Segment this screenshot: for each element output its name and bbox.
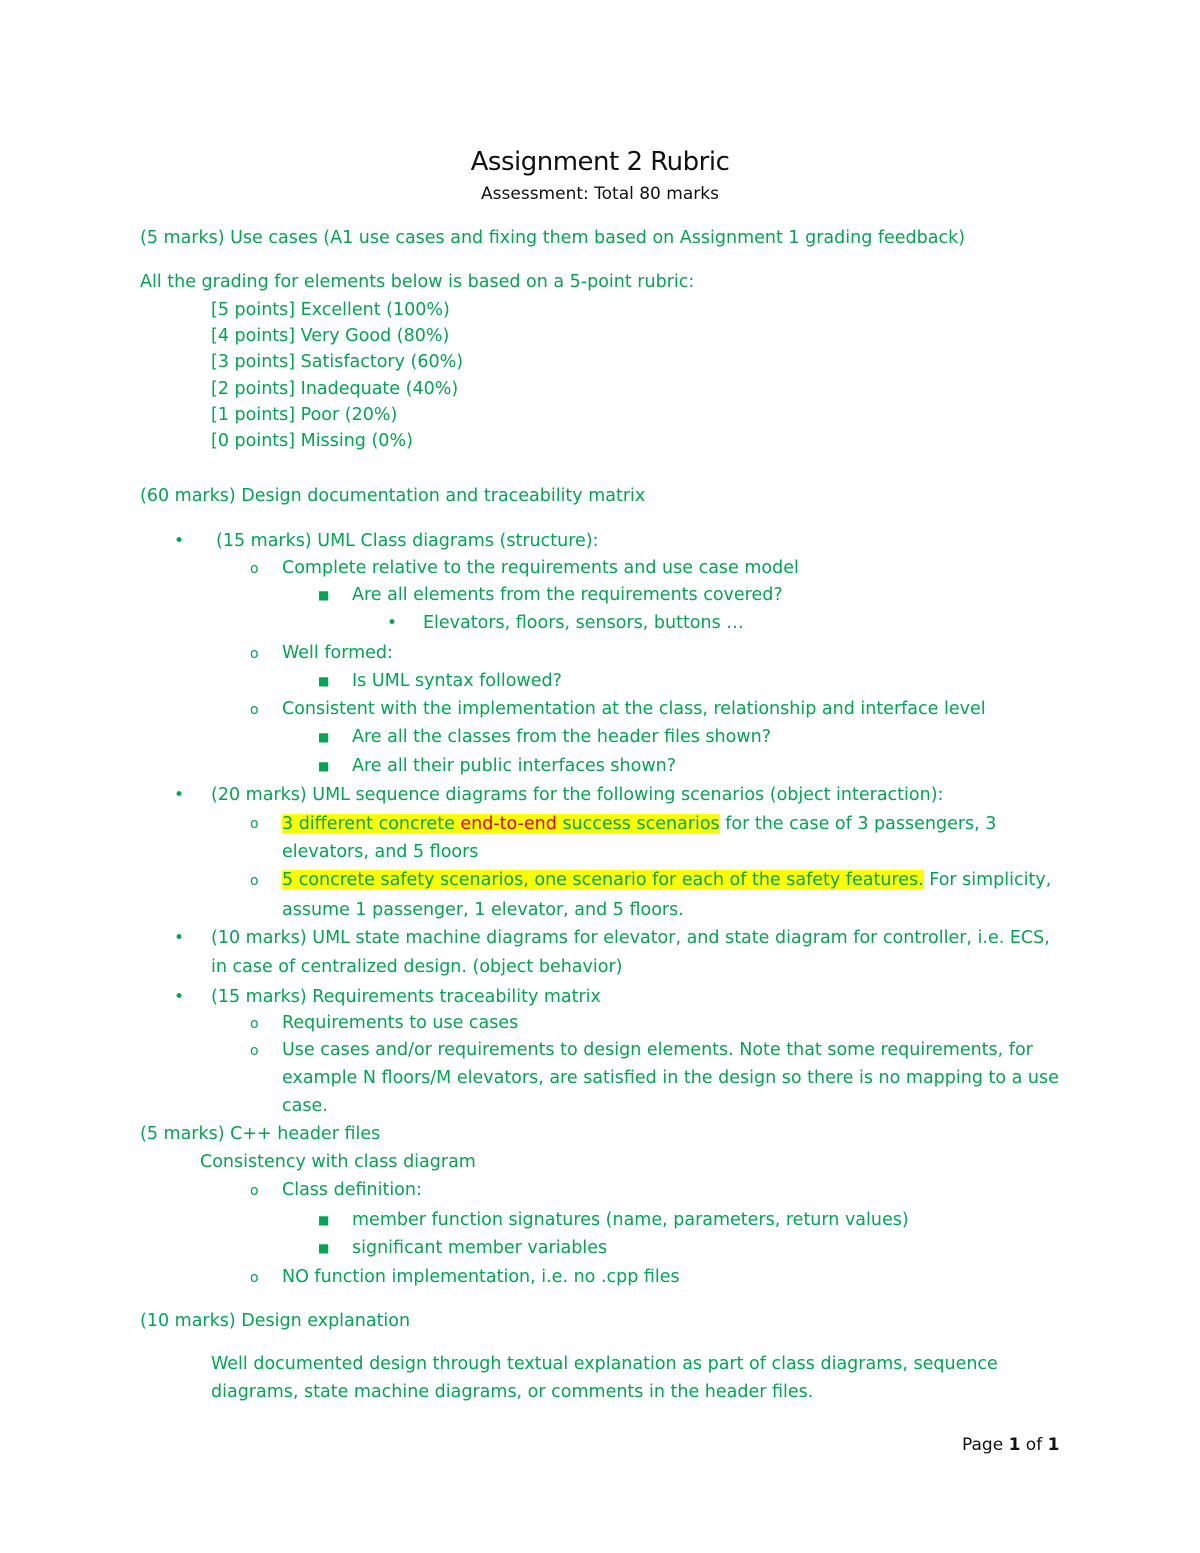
header-no-implementation: NO function implementation, i.e. no .cpp files <box>282 1267 680 1287</box>
disc-bullet-icon: • <box>174 785 185 805</box>
disc-bullet-icon: • <box>174 987 185 1007</box>
doc-title: Assignment 2 Rubric <box>470 147 730 177</box>
circle-bullet-icon: o <box>250 646 259 662</box>
state-diagrams-line-2: in case of centralized design. (object behavior) <box>211 957 623 977</box>
highlighted-text: 3 different concrete <box>282 814 461 834</box>
scenario-2-rest: For simplicity, <box>923 870 1052 890</box>
highlighted-text: success scenarios <box>556 814 720 834</box>
sequence-scenario-2-cont: assume 1 passenger, 1 elevator, and 5 floors. <box>282 900 684 920</box>
trace-req-to-uc: Requirements to use cases <box>282 1013 519 1033</box>
rubric-level-0: [0 points] Missing (0%) <box>211 431 413 451</box>
circle-bullet-icon: o <box>250 1016 259 1032</box>
scenario-1-rest: for the case of 3 passengers, 3 <box>719 814 997 834</box>
class-syntax: Is UML syntax followed? <box>352 671 562 691</box>
sequence-scenario-1 <box>282 813 996 835</box>
disc-bullet-icon: • <box>387 613 398 633</box>
rubric-level-3: [3 points] Satisfactory (60%) <box>211 352 464 372</box>
circle-bullet-icon: o <box>250 1183 259 1199</box>
rubric-level-4: [4 points] Very Good (80%) <box>211 326 450 346</box>
header-signatures: member function signatures (name, parameters, return values) <box>352 1210 909 1230</box>
square-bullet-icon: ■ <box>318 1241 330 1255</box>
trace-uc-to-design-2: example N floors/M elevators, are satisfied in the design so there is no mapping to a use <box>282 1068 1059 1088</box>
header-consistency: Consistency with class diagram <box>200 1152 476 1172</box>
highlighted-text: 5 concrete safety scenarios, one scenario for each of the safety features. <box>282 870 924 890</box>
circle-bullet-icon: o <box>250 816 259 832</box>
rubric-level-5: [5 points] Excellent (100%) <box>211 300 450 320</box>
square-bullet-icon: ■ <box>318 730 330 744</box>
header-class-definition: Class definition: <box>282 1180 422 1200</box>
explanation-line-1: Well documented design through textual explanation as part of class diagrams, sequence <box>211 1354 998 1374</box>
emphasis-text: end-to-end <box>460 814 557 834</box>
page-number: 1 <box>1008 1435 1021 1455</box>
design-heading: (60 marks) Design documentation and traceability matrix <box>140 486 646 506</box>
traceability-label: (15 marks) Requirements traceability matrix <box>211 987 601 1007</box>
explanation-line-2: diagrams, state machine diagrams, or comments in the header files. <box>211 1382 814 1402</box>
class-diagrams-label: (15 marks) UML Class diagrams (structure): <box>216 531 599 551</box>
class-complete: Complete relative to the requirements and use case model <box>282 558 799 578</box>
square-bullet-icon: ■ <box>318 674 330 688</box>
header-files-heading: (5 marks) C++ header files <box>140 1124 381 1144</box>
of-word: of <box>1020 1435 1048 1455</box>
class-consistent: Consistent with the implementation at the class, relationship and interface level <box>282 699 986 719</box>
state-diagrams-line-1: (10 marks) UML state machine diagrams for elevator, and state diagram for controller, i.e. ECS, <box>211 928 1050 948</box>
square-bullet-icon: ■ <box>318 588 330 602</box>
explanation-heading: (10 marks) Design explanation <box>140 1311 411 1331</box>
trace-uc-to-design-1: Use cases and/or requirements to design elements. Note that some requirements, for <box>282 1040 1033 1060</box>
class-examples: Elevators, floors, sensors, buttons … <box>423 613 744 633</box>
circle-bullet-icon: o <box>250 702 259 718</box>
square-bullet-icon: ■ <box>318 1213 330 1227</box>
page-total: 1 <box>1047 1435 1060 1455</box>
page-word: Page <box>962 1435 1009 1455</box>
circle-bullet-icon: o <box>250 873 259 889</box>
circle-bullet-icon: o <box>250 561 259 577</box>
sequence-scenario-1-cont: elevators, and 5 floors <box>282 842 479 862</box>
rubric-intro: All the grading for elements below is based on a 5-point rubric: <box>140 272 695 292</box>
sequence-scenario-2 <box>282 869 1051 891</box>
trace-uc-to-design-3: case. <box>282 1096 328 1116</box>
class-well-formed: Well formed: <box>282 643 393 663</box>
use-cases-heading: (5 marks) Use cases (A1 use cases and fixing them based on Assignment 1 grading feedback) <box>140 228 966 248</box>
doc-subtitle: Assessment: Total 80 marks <box>481 184 719 204</box>
header-member-variables: significant member variables <box>352 1238 608 1258</box>
sequence-diagrams-label: (20 marks) UML sequence diagrams for the following scenarios (object interaction): <box>211 785 944 805</box>
rubric-level-2: [2 points] Inadequate (40%) <box>211 379 459 399</box>
rubric-level-1: [1 points] Poor (20%) <box>211 405 398 425</box>
circle-bullet-icon: o <box>250 1043 259 1059</box>
class-interfaces-shown: Are all their public interfaces shown? <box>352 756 677 776</box>
disc-bullet-icon: • <box>174 531 185 551</box>
disc-bullet-icon: • <box>174 928 185 948</box>
square-bullet-icon: ■ <box>318 759 330 773</box>
class-classes-shown: Are all the classes from the header files shown? <box>352 727 772 747</box>
page-footer <box>962 1434 1059 1456</box>
circle-bullet-icon: o <box>250 1270 259 1286</box>
class-covered: Are all elements from the requirements covered? <box>352 585 783 605</box>
